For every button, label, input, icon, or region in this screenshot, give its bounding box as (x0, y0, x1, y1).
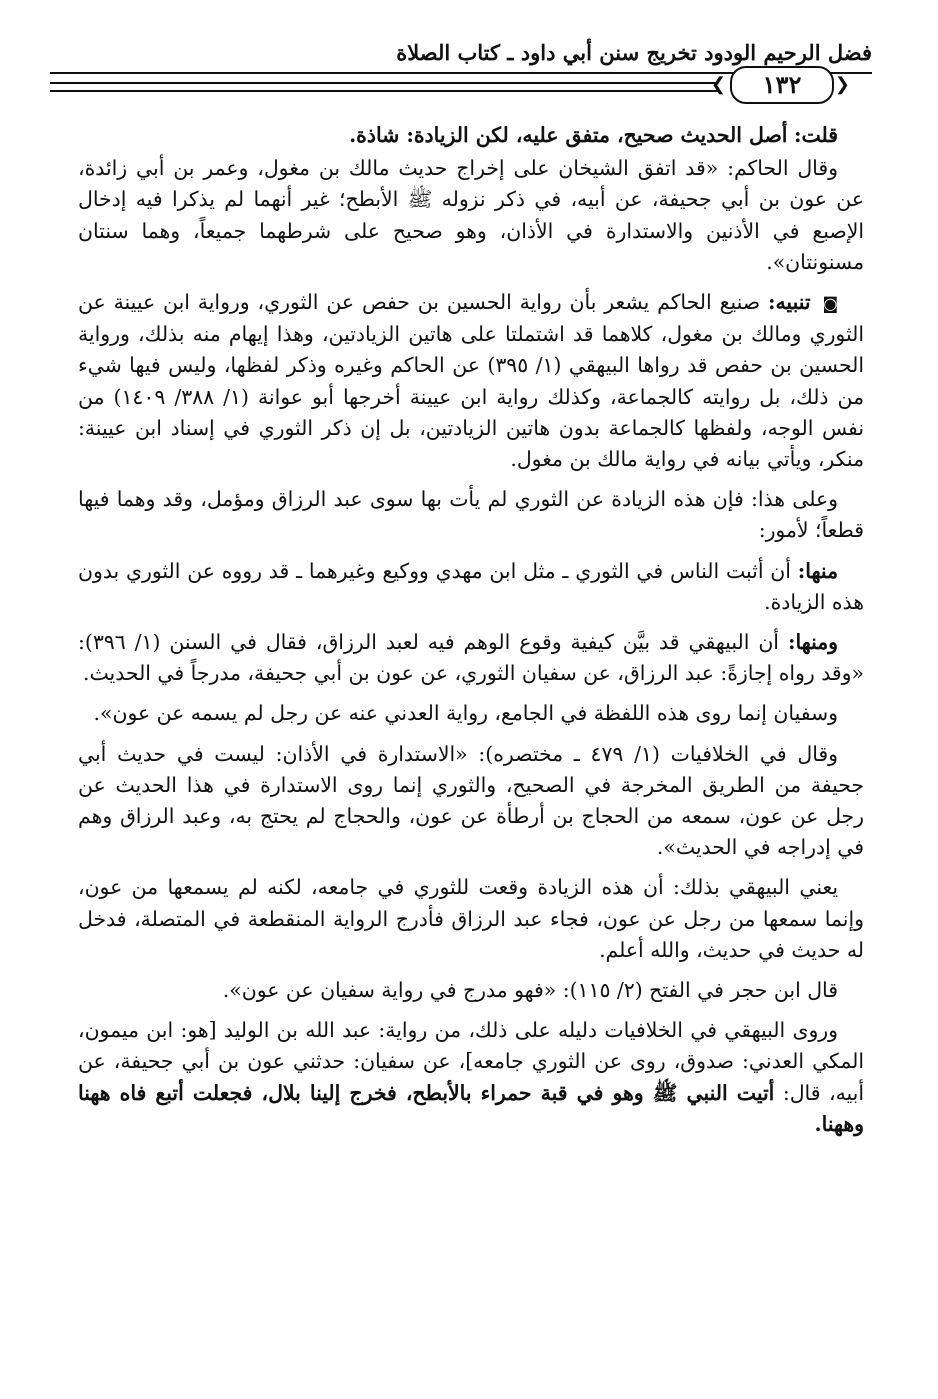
paragraph-text: وعلى هذا: فإن هذه الزيادة عن الثوري لم يأت بها سوى عبد الرزاق ومؤمل، وقد وهما فيها قطعاً؛ لأمور: (78, 487, 864, 543)
ornament-icon: ❯ (710, 74, 726, 95)
paragraph (78, 739, 864, 864)
body-text (78, 120, 864, 1149)
paragraph-text: وقال في الخلافيات (١/ ٤٧٩ ـ مختصره): «الاستدارة في الأذان: ليست في حديث أبي جحيفة من الطريق المخرجة في الصحيح، والثوري إنما روى الاستدارة في هذا الحديث عن رجل عن عون، سمعه من الحجاج بن أرطأة عن عون، والحجاج لم يحتج به، وعبد الرزاق وهم في إدراجه في الحديث». (78, 741, 864, 860)
paragraph-label: تنبيه: (767, 290, 811, 315)
paragraph-label: منها: (797, 558, 838, 583)
paragraph-text: أصل الحديث صحيح، متفق عليه، لكن الزيادة: شاذة. (349, 123, 788, 147)
page-number-row (50, 66, 872, 110)
paragraph-text: وقال الحاكم: «قد اتفق الشيخان على إخراج حديث مالك بن مغول، وعمر بن أبي زائدة، عن عون بن أبي جحيفة، عن أبيه، في ذكر نزوله ﷺ الأبطح؛ غير أنهما لم يذكرا فيه إدخال الإصبع في الأذنين والاستدارة في الأذان، وهو صحيح على شرطهما جميعاً، وهما سنتان مسنونتان». (78, 156, 865, 274)
hadith-quote: أتيت النبي ﷺ وهو في قبة حمراء بالأبطح، فخرج إلينا بلال، فجعلت أتبع فاه ههنا وههنا. (78, 1080, 864, 1136)
paragraph (78, 287, 864, 475)
paragraph (78, 556, 864, 618)
paragraph (78, 872, 864, 966)
paragraph-text: قال ابن حجر في الفتح (٢/ ١١٥): «فهو مدرج في رواية سفيان عن عون». (222, 978, 838, 1003)
ornament-icon: ❮ (834, 74, 850, 95)
paragraph (78, 698, 864, 729)
paragraph (78, 153, 864, 278)
paragraph-text: يعني البيهقي بذلك: أن هذه الزيادة وقعت للثوري في جامعه، لكنه لم يسمعها من عون، وإنما سمعها من رجل عن عون، فجاء عبد الرزاق فأدرج الرواية المنقطعة في المتصلة، فدخل له حديث في حديث، والله أعلم. (78, 875, 864, 962)
paragraph (78, 120, 864, 151)
paragraph-text: وسفيان إنما روى هذه اللفظة في الجامع، رواية العدني عنه عن رجل لم يسمه عن عون». (93, 701, 838, 726)
paragraph-label: قلت: (793, 123, 838, 147)
paragraph (78, 484, 864, 546)
page-number: ١٣٢ (730, 66, 834, 104)
paragraph-text: صنيع الحاكم يشعر بأن رواية الحسين بن حفص عن الثوري، ورواية ابن عيينة عن الثوري ومالك بن مغول، كلاهما قد اشتملتا على هاتين الزيادتين، وهذا إيهام منه بذلك، ورواية الحسين بن حفص قد رواها البيهقي (١/ ٣٩٥) عن الحاكم وغيره وذكر لفظها، وليس فيها شيء من ذلك، بل روايته كالجماعة، وكذلك رواية ابن عيينة أخرجها أبو عوانة (١/ ٣٨٨/ ١٤٠٩) من نفس الوجه، ولفظها كالجماعة بدون هاتين الزيادتين، بل إن ذكر الثوري في إسناد ابن عيينة: منكر، ويأتي بيانه في رواية مالك بن مغول. (78, 290, 864, 472)
paragraph-text: أن أثبت الناس في الثوري ـ مثل ابن مهدي ووكيع وغيرهما ـ قد رووه عن الثوري بدون هذه الزيادة. (78, 558, 864, 614)
paragraph-text: أن البيهقي قد بيَّن كيفية وقوع الوهم فيه لعبد الرزاق، فقال في السنن (١/ ٣٩٦): «وقد رواه إجازةً: عبد الرزاق، عن سفيان الثوري، عن عون بن أبي جحيفة، مدرجاً في الحديث. (78, 630, 864, 686)
paragraph (78, 1015, 864, 1140)
paragraph-label: ومنها: (787, 630, 838, 655)
bullet-icon: ◙ (822, 294, 838, 314)
page-number-rule (50, 82, 718, 92)
paragraph (78, 975, 864, 1006)
paragraph-text: وروى البيهقي في الخلافيات دليله على ذلك، من رواية: عبد الله بن الوليد [هو: ابن ميمون، المكي العدني: صدوق، روى عن الثوري جامعه]، عن سفيان: حدثني عون بن أبي جحيفة، عن أبيه، قال: (78, 1018, 865, 1105)
running-title: فضل الرحيم الودود تخريج سنن أبي داود ـ كتاب الصلاة (396, 40, 872, 65)
paragraph (78, 627, 864, 689)
